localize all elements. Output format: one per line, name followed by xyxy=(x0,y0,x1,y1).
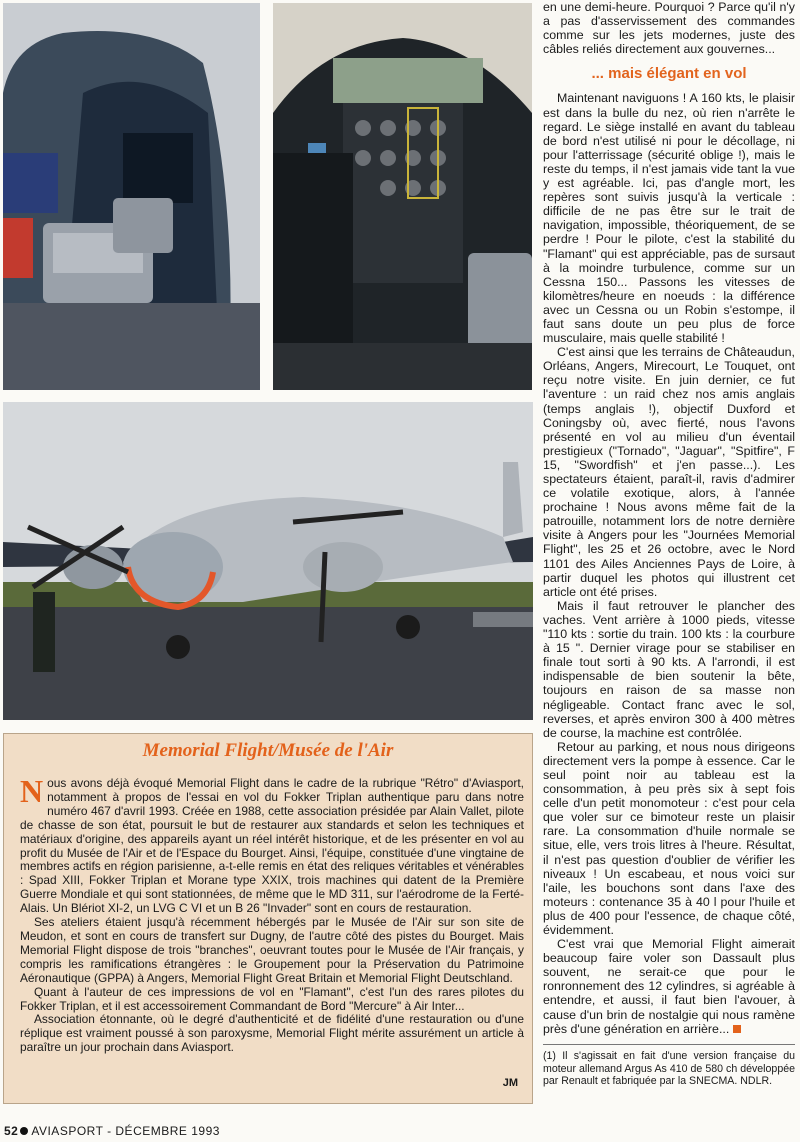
drop-cap: N xyxy=(20,773,44,809)
sidebar-paragraph: Ses ateliers étaient jusqu'à récemment hébergés par le Musée de l'Air sur son site de Meudon, et sont en cours de transfert sur Dugny, de l'autre côté des pistes du Bourget. Mais Memorial Flight dispose de trois "branches", oeuvrant toutes pour le Musée de l'Air français, y compris les ramifications étrangères : le Groupement pour la Préservation du Patrimoine Aéronautique (GPPA) à Angers, Memorial Flight Great Britain et Memorial Flight Deutschland. xyxy=(20,915,524,985)
column-paragraph: Mais il faut retrouver le plancher des vaches. Vent arrière à 1000 pieds, vitesse "110 kts : sortie du train. 100 kts : la courbure à 15 ". Dernier virage pour se stabiliser en finale tout sorti à 90 kts. A l'arrondi, il est indispensable de bien soutenir la bête, toujours en raison de sa masse non négligeable. Contact franc avec le sol, reverses, et après environ 300 à 400 mètres de course, la machine est contrôlée. xyxy=(543,598,795,740)
cockpit-illustration xyxy=(273,3,532,390)
cabin-photo xyxy=(3,3,260,390)
end-mark-icon xyxy=(733,1025,741,1033)
cabin-illustration xyxy=(3,3,260,390)
sidebar-paragraph: Association étonnante, où le degré d'authenticité et de fidélité d'une restauration ou d'une réplique est vraiment poussé à son paroxysme, Memorial Flight mérite assurément un article à paraître un jour prochain dans Aviasport. xyxy=(20,1012,524,1055)
section-subheading: ... mais élégant en vol xyxy=(591,65,747,83)
column-paragraph xyxy=(543,937,795,1036)
bullet-icon xyxy=(20,1127,28,1135)
column-last-paragraph-text: C'est vrai que Memorial Flight aimerait beaucoup faire voler son Dassault plus souvent, ne serait-ce que pour le ronronnement des 12 cylindres, si agréable à entendre, et aussi, il faut bien l'avouer, à cause d'un brin de nostalgie qui nous ramène près d'une génération en arrière... xyxy=(543,937,795,1036)
sidebar-text xyxy=(20,773,524,1055)
author-signature: JM xyxy=(502,1077,518,1089)
article-column xyxy=(543,0,795,1036)
column-paragraph: C'est ainsi que les terrains de Châteaudun, Orléans, Angers, Mirecourt, Le Touquet, ont reçu notre visite. En juin dernier, ce fut l'aventure : un raid chez nos amis anglais (temps anglais !), objectif Duxford et Coningsby où, avec fierté, nous l'avons présenté en vol au milieu d'un éventail prestigieux ("Tornado", "Jaguar", "Spitfire", F 15, "Swordfish" et j'en passe...). Les spectateurs étaient, paraît-il, ravis d'admirer ce volatile exotique, alors, à l'année prochaine ! Nous avons même fait de la patrouille, notamment lors de notre dernière visite à Angers pour les "Journées Memorial Flight", les 25 et 26 octobre, avec le Nord 1101 des Ailes Anciennes Pays de Loire, à partir duquel les photos qui illustrent cet article ont été prises. xyxy=(543,345,795,599)
sidebar-paragraph xyxy=(20,773,524,916)
sidebar-paragraph: Quant à l'auteur de ces impressions de vol en "Flamant", c'est l'un des rares pilotes du Fokker Triplan, et il est accessoirement Commandant de Bord "Mercure" à Air Inter... xyxy=(20,984,524,1013)
page-number: 52 xyxy=(4,1124,19,1138)
page-footer xyxy=(4,1124,220,1138)
column-paragraph: Retour au parking, et nous nous dirigeons directement vers la pompe à essence. Car le seul point noir au tableau est la consommation, à peu près six à sept fois celle d'un petit monomoteur : c'est pour cela que voler sur ce bimoteur reste un plaisir rare. La consommation d'huile normale se situe, elle, vers trois litres à l'heure. Résultat, il n'est pas question d'oublier de vérifier les niveaux ! Un escabeau, et nous voici sur l'aile, les bouchons sont dans l'axe des moteurs : contenance 35 à 40 l pour l'huile et plus de 400 pour l'essence, de chaque côté, évidemment. xyxy=(543,739,795,937)
cockpit-photo xyxy=(273,3,532,390)
sidebar-paragraph-text: ous avons déjà évoqué Memorial Flight dans le cadre de la rubrique "Rétro" d'Aviasport, notamment à propos de l'essai en vol du Fokker Triplan authentique paru dans notre numéro 467 d'avril 1993. Créée en 1988, cette association présidée par Alain Vallet, pilote de chasse de son état, poursuit le but de restaurer aux standards et selon les techniques et matériaux d'origine, des appareils ayant un réel intérêt historique, et de les présenter en vol au profit du Musée de l'Air et de l'Espace du Bourget. Ainsi, l'équipe, constituée d'une vingtaine de membres actifs en région parisienne, a-t-elle remis en état des reliques véritables et vénérables : Spad XIII, Fokker Triplan et Morane type XXIX, trois machines qui datent de la Première Guerre Mondiale et qui sont stationnées, de même que le MD 311, sur l'aérodrome de la Ferté-Alais. Un Blériot XI-2, un LVG C VI et un B 26 "Invader" sont en cours de restauration. xyxy=(20,776,524,916)
sidebar-title: Memorial Flight/Musée de l'Air xyxy=(142,740,394,761)
memorial-flight-sidebar xyxy=(3,733,533,1104)
magazine-name: AVIASPORT xyxy=(31,1124,104,1138)
aircraft-photo xyxy=(3,402,533,720)
issue-date: - DÉCEMBRE 1993 xyxy=(107,1124,220,1138)
aircraft-illustration xyxy=(3,402,533,720)
footnote: (1) Il s'agissait en fait d'une version française du moteur allemand Argus As 410 de 580 ch développée par Renault et fabriquée par la SNECMA. NDLR. xyxy=(543,1044,795,1088)
column-paragraph: Maintenant naviguons ! A 160 kts, le plaisir est dans la bulle du nez, où rien n'arrête le regard. Le siège installé en avant du tableau de bord n'est utilisé ni pour le décollage, ni pour l'atterrissage (sécurité oblige !), mais le reste du temps, il n'est jamais vide tant la vue y est agréable. Ici, pas d'angle mort, les repères sont suivis jusqu'à la verticale : difficile de ne pas être sur le trait de navigation, impossible, théoriquement, de se perdre ! Pour le pilote, c'est la stabilité du "Flamant" qui est appréciable, pas de sursaut à la moindre turbulence, comme sur un Cessna 150... Passons les vitesses de kilomètres/heure en noeuds : la différence avec un Cessna ou un Robin s'estompe, il faut sans doute un peu plus de force musculaire, mais quelle stabilité ! xyxy=(543,91,795,346)
column-intro: en une demi-heure. Pourquoi ? Parce qu'il n'y a pas d'asservissement des commandes comme sur les jets modernes, juste des câbles reliés directement aux gouvernes... xyxy=(543,0,795,57)
